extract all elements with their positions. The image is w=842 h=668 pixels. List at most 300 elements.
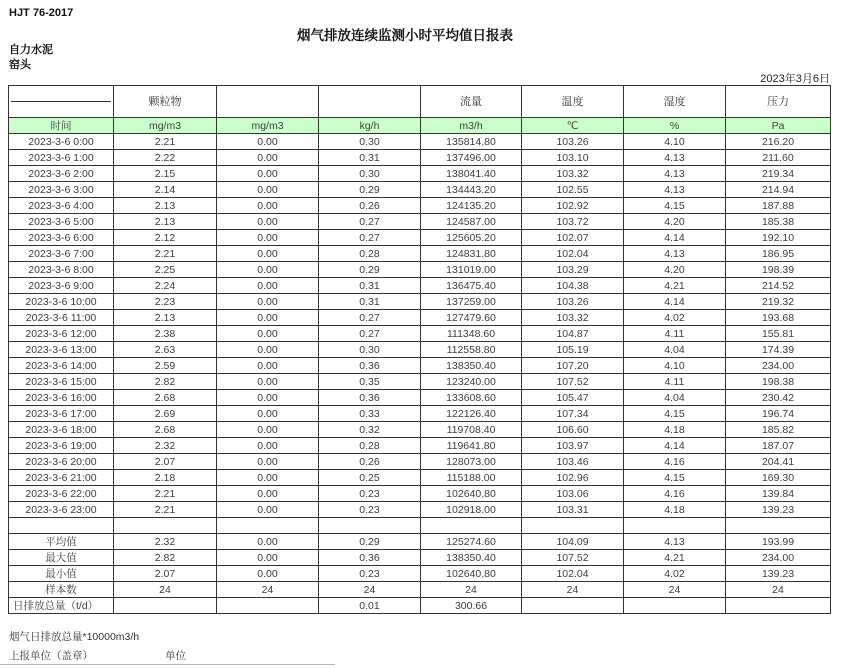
value-cell: 0.00 — [217, 534, 319, 550]
data-row — [9, 182, 831, 198]
value-cell: 2.07 — [114, 454, 217, 470]
value-cell: 187.07 — [726, 438, 831, 454]
value-cell: 2.13 — [114, 198, 217, 214]
data-row — [9, 422, 831, 438]
value-cell: 103.97 — [522, 438, 624, 454]
bottom-rule — [0, 664, 335, 665]
value-cell: 139.84 — [726, 486, 831, 502]
row-label-cell: 平均值 — [9, 534, 114, 550]
row-label-cell: 2023-3-6 12:00 — [9, 326, 114, 342]
monitoring-point: 窑头 — [9, 59, 31, 71]
value-cell: 102640.80 — [421, 486, 522, 502]
summary-row — [9, 550, 831, 566]
value-cell: 112558.80 — [421, 342, 522, 358]
row-label-cell: 2023-3-6 1:00 — [9, 150, 114, 166]
value-cell — [522, 598, 624, 614]
value-cell: 0.29 — [319, 182, 421, 198]
value-cell: 2.59 — [114, 358, 217, 374]
data-row — [9, 502, 831, 518]
value-cell: 102640.80 — [421, 566, 522, 582]
value-cell — [522, 518, 624, 534]
value-cell: 234.00 — [726, 550, 831, 566]
unit-header-row — [9, 118, 831, 134]
value-cell: 2.23 — [114, 294, 217, 310]
value-cell: 103.32 — [522, 166, 624, 182]
unit-pa: Pa — [726, 118, 831, 134]
row-label-cell: 最小值 — [9, 566, 114, 582]
value-cell: 300.66 — [421, 598, 522, 614]
data-row — [9, 134, 831, 150]
header-particulate: 颗粒物 — [114, 86, 217, 118]
value-cell: 169.30 — [726, 470, 831, 486]
unit-percent: % — [624, 118, 726, 134]
value-cell: 2.12 — [114, 230, 217, 246]
value-cell: 119708.40 — [421, 422, 522, 438]
value-cell: 0.31 — [319, 278, 421, 294]
value-cell: 2.32 — [114, 438, 217, 454]
value-cell — [114, 518, 217, 534]
value-cell: 219.32 — [726, 294, 831, 310]
value-cell: 0.25 — [319, 470, 421, 486]
value-cell: 2.63 — [114, 342, 217, 358]
value-cell: 185.82 — [726, 422, 831, 438]
value-cell: 4.14 — [624, 438, 726, 454]
value-cell: 2.13 — [114, 310, 217, 326]
row-label-cell: 日排放总量（t/d） — [9, 598, 114, 614]
document-header — [0, 0, 842, 85]
value-cell: 0.00 — [217, 390, 319, 406]
value-cell: 0.00 — [217, 502, 319, 518]
value-cell: 0.35 — [319, 374, 421, 390]
time-header-spacer — [9, 86, 114, 118]
value-cell: 4.20 — [624, 214, 726, 230]
data-row — [9, 326, 831, 342]
value-cell: 102.92 — [522, 198, 624, 214]
value-cell: 187.88 — [726, 198, 831, 214]
unit-mgm3-1: mg/m3 — [114, 118, 217, 134]
value-cell: 0.27 — [319, 230, 421, 246]
value-cell: 0.00 — [217, 342, 319, 358]
row-label-cell: 2023-3-6 2:00 — [9, 166, 114, 182]
value-cell: 4.15 — [624, 406, 726, 422]
value-cell: 103.06 — [522, 486, 624, 502]
header-flow: 流量 — [421, 86, 522, 118]
value-cell: 2.38 — [114, 326, 217, 342]
value-cell: 104.38 — [522, 278, 624, 294]
value-cell — [217, 518, 319, 534]
value-cell: 4.21 — [624, 550, 726, 566]
value-cell: 105.19 — [522, 342, 624, 358]
row-label-cell: 2023-3-6 3:00 — [9, 182, 114, 198]
value-cell: 2.68 — [114, 422, 217, 438]
value-cell: 125274.60 — [421, 534, 522, 550]
value-cell: 2.15 — [114, 166, 217, 182]
value-cell: 24 — [522, 582, 624, 598]
value-cell: 4.13 — [624, 246, 726, 262]
value-cell — [624, 598, 726, 614]
value-cell: 2.68 — [114, 390, 217, 406]
summary-row — [9, 566, 831, 582]
value-cell: 105.47 — [522, 390, 624, 406]
value-cell: 137496.00 — [421, 150, 522, 166]
value-cell: 133608.60 — [421, 390, 522, 406]
value-cell: 2.21 — [114, 246, 217, 262]
unit-label: 单位 — [165, 650, 186, 662]
value-cell: 4.16 — [624, 454, 726, 470]
row-label-cell: 2023-3-6 18:00 — [9, 422, 114, 438]
value-cell — [217, 598, 319, 614]
summary-row — [9, 598, 831, 614]
value-cell: 185.38 — [726, 214, 831, 230]
value-cell — [319, 518, 421, 534]
value-cell: 4.04 — [624, 390, 726, 406]
value-cell: 0.36 — [319, 390, 421, 406]
value-cell: 2.21 — [114, 502, 217, 518]
row-label-cell: 样本数 — [9, 582, 114, 598]
header-humidity: 湿度 — [624, 86, 726, 118]
value-cell: 0.00 — [217, 134, 319, 150]
row-label-cell: 2023-3-6 23:00 — [9, 502, 114, 518]
value-cell: 2.24 — [114, 278, 217, 294]
data-row — [9, 230, 831, 246]
value-cell: 2.21 — [114, 486, 217, 502]
row-label-cell: 2023-3-6 0:00 — [9, 134, 114, 150]
value-cell: 102.55 — [522, 182, 624, 198]
value-cell: 0.00 — [217, 470, 319, 486]
value-cell: 0.00 — [217, 358, 319, 374]
report-title: 烟气排放连续监测小时平均值日报表 — [297, 28, 513, 43]
value-cell: 124135.20 — [421, 198, 522, 214]
row-label-cell: 2023-3-6 8:00 — [9, 262, 114, 278]
row-label-cell: 2023-3-6 15:00 — [9, 374, 114, 390]
value-cell: 0.31 — [319, 150, 421, 166]
value-cell: 123240.00 — [421, 374, 522, 390]
data-row — [9, 358, 831, 374]
unit-m3h: m3/h — [421, 118, 522, 134]
value-cell: 103.32 — [522, 310, 624, 326]
value-cell: 186.95 — [726, 246, 831, 262]
value-cell: 234.00 — [726, 358, 831, 374]
unit-mgm3-2: mg/m3 — [217, 118, 319, 134]
value-cell: 155.81 — [726, 326, 831, 342]
value-cell: 107.52 — [522, 550, 624, 566]
summary-row — [9, 582, 831, 598]
row-label-cell: 2023-3-6 4:00 — [9, 198, 114, 214]
value-cell: 0.32 — [319, 422, 421, 438]
row-label-cell: 2023-3-6 20:00 — [9, 454, 114, 470]
data-row — [9, 294, 831, 310]
value-cell: 24 — [421, 582, 522, 598]
value-cell — [114, 598, 217, 614]
value-cell: 128073.00 — [421, 454, 522, 470]
value-cell: 4.18 — [624, 502, 726, 518]
value-cell: 0.00 — [217, 278, 319, 294]
value-cell: 4.15 — [624, 470, 726, 486]
value-cell: 2.82 — [114, 550, 217, 566]
data-row — [9, 374, 831, 390]
value-cell: 0.28 — [319, 438, 421, 454]
row-label-cell: 2023-3-6 14:00 — [9, 358, 114, 374]
value-cell: 102918.00 — [421, 502, 522, 518]
value-cell: 4.10 — [624, 358, 726, 374]
value-cell: 0.23 — [319, 502, 421, 518]
data-row — [9, 166, 831, 182]
value-cell: 0.30 — [319, 166, 421, 182]
value-cell: 138350.40 — [421, 358, 522, 374]
value-cell: 0.00 — [217, 246, 319, 262]
value-cell: 138350.40 — [421, 550, 522, 566]
value-cell: 103.72 — [522, 214, 624, 230]
header-empty-2 — [319, 86, 421, 118]
header-pressure: 压力 — [726, 86, 831, 118]
value-cell: 0.33 — [319, 406, 421, 422]
value-cell: 0.00 — [217, 294, 319, 310]
value-cell: 0.00 — [217, 262, 319, 278]
value-cell: 115188.00 — [421, 470, 522, 486]
value-cell: 135814.80 — [421, 134, 522, 150]
value-cell: 211.60 — [726, 150, 831, 166]
value-cell: 0.36 — [319, 358, 421, 374]
value-cell: 119641.80 — [421, 438, 522, 454]
report-table — [8, 85, 831, 614]
value-cell: 0.31 — [319, 294, 421, 310]
reporting-unit-label: 上报单位（盖章） — [9, 650, 93, 662]
row-label-cell: 2023-3-6 11:00 — [9, 310, 114, 326]
value-cell: 2.14 — [114, 182, 217, 198]
value-cell: 107.34 — [522, 406, 624, 422]
value-cell: 139.23 — [726, 566, 831, 582]
value-cell: 0.29 — [319, 262, 421, 278]
value-cell: 24 — [217, 582, 319, 598]
value-cell: 0.28 — [319, 246, 421, 262]
value-cell: 124831.80 — [421, 246, 522, 262]
value-cell: 2.82 — [114, 374, 217, 390]
data-row — [9, 214, 831, 230]
value-cell: 0.00 — [217, 182, 319, 198]
row-label-cell: 2023-3-6 17:00 — [9, 406, 114, 422]
value-cell: 0.00 — [217, 550, 319, 566]
value-cell: 0.00 — [217, 230, 319, 246]
header-temperature: 温度 — [522, 86, 624, 118]
row-label-cell: 2023-3-6 5:00 — [9, 214, 114, 230]
data-row — [9, 198, 831, 214]
value-cell: 131019.00 — [421, 262, 522, 278]
value-cell: 4.02 — [624, 566, 726, 582]
data-row — [9, 150, 831, 166]
row-label-cell: 2023-3-6 19:00 — [9, 438, 114, 454]
summary-row — [9, 534, 831, 550]
value-cell: 204.41 — [726, 454, 831, 470]
value-cell: 0.29 — [319, 534, 421, 550]
value-cell: 103.26 — [522, 134, 624, 150]
value-cell: 0.00 — [217, 422, 319, 438]
data-row — [9, 310, 831, 326]
value-cell: 0.00 — [217, 438, 319, 454]
value-cell: 111348.60 — [421, 326, 522, 342]
value-cell: 4.13 — [624, 534, 726, 550]
value-cell: 102.04 — [522, 566, 624, 582]
value-cell: 104.09 — [522, 534, 624, 550]
value-cell: 4.11 — [624, 326, 726, 342]
value-cell: 0.00 — [217, 326, 319, 342]
row-label-cell: 2023-3-6 7:00 — [9, 246, 114, 262]
data-row — [9, 454, 831, 470]
data-row — [9, 390, 831, 406]
value-cell: 138041.40 — [421, 166, 522, 182]
value-cell: 174.39 — [726, 342, 831, 358]
value-cell: 102.96 — [522, 470, 624, 486]
value-cell: 106.60 — [522, 422, 624, 438]
value-cell: 0.00 — [217, 486, 319, 502]
value-cell: 0.36 — [319, 550, 421, 566]
value-cell — [421, 518, 522, 534]
value-cell: 193.99 — [726, 534, 831, 550]
value-cell: 4.14 — [624, 230, 726, 246]
value-cell: 24 — [319, 582, 421, 598]
value-cell: 4.15 — [624, 198, 726, 214]
value-cell: 4.10 — [624, 134, 726, 150]
value-cell: 104.87 — [522, 326, 624, 342]
footer-line — [0, 648, 842, 662]
value-cell: 2.22 — [114, 150, 217, 166]
value-cell: 192.10 — [726, 230, 831, 246]
data-row — [9, 342, 831, 358]
value-cell: 125605.20 — [421, 230, 522, 246]
value-cell: 136475.40 — [421, 278, 522, 294]
value-cell: 24 — [624, 582, 726, 598]
value-cell: 230.42 — [726, 390, 831, 406]
row-label-cell: 2023-3-6 13:00 — [9, 342, 114, 358]
value-cell: 124587.00 — [421, 214, 522, 230]
value-cell: 0.00 — [217, 566, 319, 582]
row-label-cell: 2023-3-6 10:00 — [9, 294, 114, 310]
value-cell: 0.23 — [319, 566, 421, 582]
data-row — [9, 246, 831, 262]
value-cell: 24 — [114, 582, 217, 598]
data-row — [9, 438, 831, 454]
value-cell — [624, 518, 726, 534]
value-cell: 137259.00 — [421, 294, 522, 310]
unit-celsius: ℃ — [522, 118, 624, 134]
value-cell: 0.30 — [319, 342, 421, 358]
data-row — [9, 470, 831, 486]
report-date: 2023年3月6日 — [760, 73, 830, 85]
value-cell: 0.26 — [319, 198, 421, 214]
value-cell: 107.20 — [522, 358, 624, 374]
value-cell: 102.04 — [522, 246, 624, 262]
data-row — [9, 262, 831, 278]
value-cell: 0.00 — [217, 150, 319, 166]
value-cell: 0.27 — [319, 214, 421, 230]
value-cell: 0.00 — [217, 406, 319, 422]
value-cell: 2.25 — [114, 262, 217, 278]
value-cell: 139.23 — [726, 502, 831, 518]
value-cell: 0.27 — [319, 310, 421, 326]
data-row — [9, 278, 831, 294]
value-cell: 122126.40 — [421, 406, 522, 422]
value-cell: 102.07 — [522, 230, 624, 246]
value-cell: 4.13 — [624, 150, 726, 166]
value-cell: 0.00 — [217, 198, 319, 214]
value-cell: 2.32 — [114, 534, 217, 550]
value-cell: 4.11 — [624, 374, 726, 390]
standard-code: HJT 76-2017 — [9, 7, 74, 19]
value-cell — [726, 598, 831, 614]
value-cell: 4.20 — [624, 262, 726, 278]
value-cell: 4.13 — [624, 166, 726, 182]
value-cell: 4.18 — [624, 422, 726, 438]
value-cell: 127479.60 — [421, 310, 522, 326]
value-cell: 0.30 — [319, 134, 421, 150]
value-cell: 216.20 — [726, 134, 831, 150]
value-cell — [726, 518, 831, 534]
daily-total-note: 烟气日排放总量*10000m3/h — [9, 631, 140, 643]
value-cell: 0.00 — [217, 374, 319, 390]
value-cell: 134443.20 — [421, 182, 522, 198]
header-time: 时间 — [9, 118, 114, 134]
value-cell: 2.18 — [114, 470, 217, 486]
value-cell: 4.04 — [624, 342, 726, 358]
row-label-cell: 2023-3-6 22:00 — [9, 486, 114, 502]
value-cell: 0.26 — [319, 454, 421, 470]
row-label-cell: 2023-3-6 6:00 — [9, 230, 114, 246]
row-label-cell: 2023-3-6 21:00 — [9, 470, 114, 486]
value-cell: 2.07 — [114, 566, 217, 582]
value-cell: 0.00 — [217, 310, 319, 326]
value-cell: 2.21 — [114, 134, 217, 150]
value-cell: 103.46 — [522, 454, 624, 470]
data-row — [9, 486, 831, 502]
company-name: 自力水泥 — [9, 44, 53, 56]
value-cell: 0.00 — [217, 454, 319, 470]
value-cell: 0.27 — [319, 326, 421, 342]
blank-row — [9, 518, 831, 534]
value-cell: 4.16 — [624, 486, 726, 502]
value-cell: 0.01 — [319, 598, 421, 614]
data-row — [9, 406, 831, 422]
value-cell: 2.69 — [114, 406, 217, 422]
value-cell: 103.29 — [522, 262, 624, 278]
row-label-cell: 最大值 — [9, 550, 114, 566]
value-cell: 24 — [726, 582, 831, 598]
value-cell: 198.39 — [726, 262, 831, 278]
value-cell: 2.13 — [114, 214, 217, 230]
value-cell: 103.31 — [522, 502, 624, 518]
value-cell: 0.23 — [319, 486, 421, 502]
value-cell: 198.38 — [726, 374, 831, 390]
header-empty-1 — [217, 86, 319, 118]
value-cell: 4.21 — [624, 278, 726, 294]
value-cell: 0.00 — [217, 214, 319, 230]
row-label-cell: 2023-3-6 9:00 — [9, 278, 114, 294]
value-cell: 107.52 — [522, 374, 624, 390]
value-cell: 196.74 — [726, 406, 831, 422]
value-cell: 4.13 — [624, 182, 726, 198]
value-cell: 193.68 — [726, 310, 831, 326]
value-cell: 214.52 — [726, 278, 831, 294]
group-header-row — [9, 86, 831, 118]
row-label-cell: 2023-3-6 16:00 — [9, 390, 114, 406]
value-cell: 4.02 — [624, 310, 726, 326]
value-cell: 103.10 — [522, 150, 624, 166]
value-cell: 214.94 — [726, 182, 831, 198]
value-cell: 4.14 — [624, 294, 726, 310]
row-label-cell — [9, 518, 114, 534]
value-cell: 0.00 — [217, 166, 319, 182]
value-cell: 219.34 — [726, 166, 831, 182]
unit-kgh: kg/h — [319, 118, 421, 134]
value-cell: 103.26 — [522, 294, 624, 310]
